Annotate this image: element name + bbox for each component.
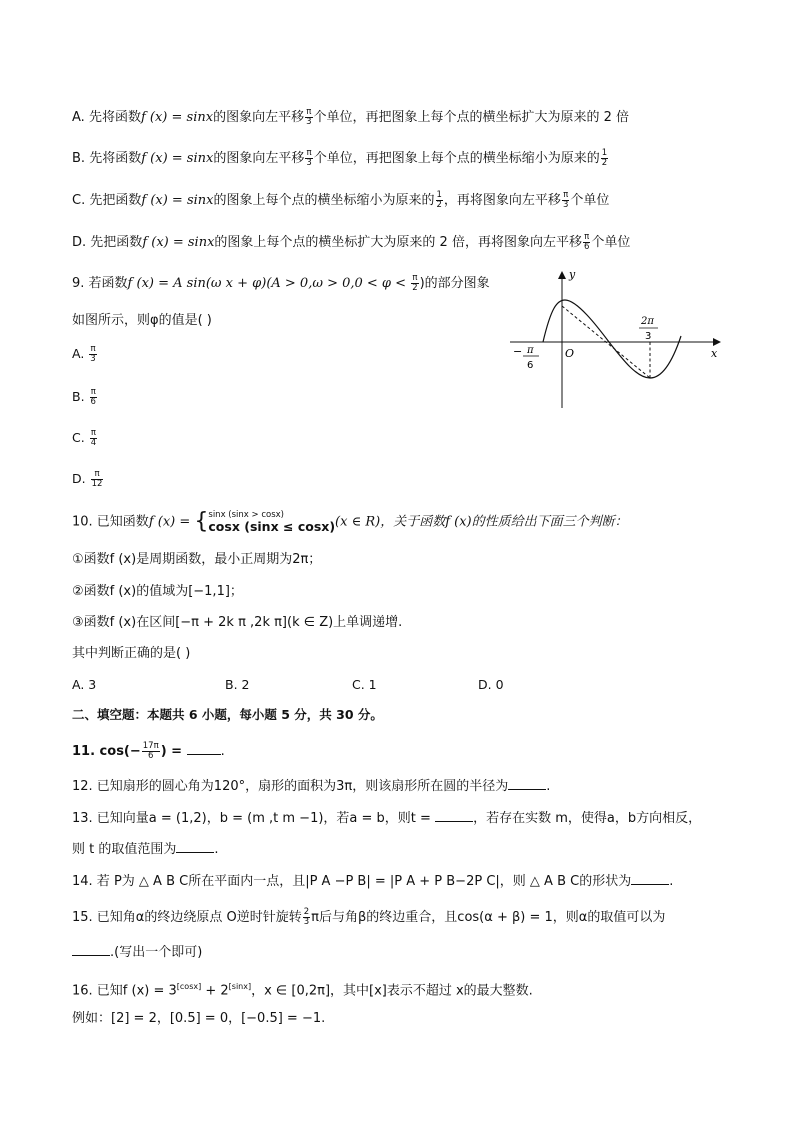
left-tick-num: π — [527, 345, 534, 356]
q9-option-a: A. $\frac{\pi}{3}$ — [72, 344, 96, 364]
sine-graph — [505, 268, 730, 413]
q15-line2: .(写出一个即可) — [72, 944, 202, 962]
answer-blank — [631, 884, 669, 885]
q15-line1: 15. 已知角α的终边绕原点 O逆时针旋转 $\frac{2}{3}$ π后与角β的终边重合，且cos(α + β) = 1，则α的取值可以为 — [72, 907, 666, 927]
x-label: x — [711, 347, 718, 360]
right-tick-num: 2π — [641, 316, 654, 327]
fraction: $\frac{\pi}{3}$ — [306, 107, 312, 127]
q10-option-a: A. 3 — [72, 677, 97, 692]
q9-option-d: D. $\frac{\pi}{12}$ — [72, 469, 103, 489]
q12: 12. 已知扇形的圆心角为120°，扇形的面积为3π，则该扇形所在圆的半径为 . — [72, 779, 551, 794]
q16-line2: 例如：[2] = 2，[0.5] = 0，[−0.5] = −1. — [72, 1011, 326, 1026]
answer-blank — [435, 821, 473, 822]
q11: 11. cos(− $\frac{17\pi}{6}$ ) = . — [72, 741, 225, 761]
answer-blank — [187, 754, 221, 755]
q10-statement-2: ②函数f (x)的值域为[−1,1]； — [72, 584, 243, 599]
answer-blank — [72, 955, 110, 956]
q13-line1: 13. 已知向量a = (1,2)，b = (m ,t m −1)，若a = b，则t = ，若存在实数 m，使得a，b方向相反， — [72, 811, 702, 826]
q9-stem: 9. 若函数f (x) = A sin(ω x + φ)(A > 0,ω > 0,0 < φ < $\frac{\pi}{2}$ )的部分图象 — [72, 273, 490, 293]
piecewise-function: { sinx (sinx > cosx) cosx (sinx ≤ cosx) — [194, 509, 336, 534]
q9-option-c: C. $\frac{\pi}{4}$ — [72, 428, 97, 448]
q8-option-c: C. 先把函数f (x) = sinx的图象上每个点的横坐标缩小为原来的 $\frac{1}{2}$ ，再将图象向左平移 $\frac{\pi}{3}$ 个单位 — [72, 190, 610, 210]
x-axis-arrow — [713, 338, 721, 346]
q10-statement-1: ①函数f (x)是周期函数，最小正周期为2π； — [72, 552, 322, 567]
fraction: $\frac{\pi}{3}$ — [562, 190, 569, 210]
q9-stem-line2: 如图所示，则φ的值是( ) — [72, 313, 212, 328]
origin-label: O — [565, 347, 575, 360]
right-tick-den: 3 — [645, 331, 652, 342]
q8-option-d: D. 先把函数f (x) = sinx的图象上每个点的横坐标扩大为原来的 2 倍，再将图象向左平移 $\frac{\pi}{6}$ 个单位 — [72, 232, 631, 252]
left-tick-prefix: − — [513, 345, 523, 358]
fraction: $\frac{\pi}{2}$ — [412, 273, 418, 293]
answer-blank — [508, 789, 546, 790]
q14: 14. 若 P为 △ A B C所在平面内一点，且|P A −P B| = |P A + P B−2P C|，则 △ A B C的形状为 . — [72, 874, 674, 889]
q10-option-d: D. 0 — [478, 677, 504, 692]
q13-line2: 则 t 的取值范围为 . — [72, 842, 219, 857]
q9-option-b: B. $\frac{\pi}{6}$ — [72, 387, 96, 407]
section-header: 二、填空题：本题共 6 小题，每小题 5 分，共 30 分。 — [72, 707, 383, 722]
fraction: $\frac{\pi}{6}$ — [583, 232, 590, 252]
q8-option-b: B. 先将函数f (x) = sinx的图象向左平移 $\frac{\pi}{3}$ 个单位，再把图象上每个点的横坐标缩小为原来的 $\frac{1}{2}$ — [72, 148, 608, 168]
q10-option-c: C. 1 — [352, 677, 377, 692]
y-label: y — [569, 268, 576, 281]
y-axis-arrow — [558, 271, 566, 279]
left-tick-den: 6 — [527, 360, 534, 371]
q10-option-b: B. 2 — [225, 677, 250, 692]
fraction: $\frac{\pi}{3}$ — [306, 148, 312, 168]
answer-blank — [176, 852, 214, 853]
q8-option-a: A. 先将函数f (x) = sinx的图象向左平移 $\frac{\pi}{3}$ 个单位，再把图象上每个点的横坐标扩大为原来的 2 倍 — [72, 107, 630, 127]
q10-stem: 10. 已知函数f (x) = { sinx (sinx > cosx) cosx (sinx ≤ cosx) (x ∈ R)，关于函数f (x)的性质给出下面三个判断： — [72, 509, 628, 534]
q16-line1: 16. 已知f (x) = 3[cosx] + 2[sinx]，x ∈ [0,2π]，其中[x]表示不超过 x的最大整数. — [72, 982, 533, 999]
sine-curve — [543, 300, 681, 378]
q10-statement-3: ③函数f (x)在区间[−π + 2k π ,2k π](k ∈ Z)上单调递增. — [72, 615, 403, 630]
fraction: $\frac{1}{2}$ — [436, 190, 442, 210]
q10-ask: 其中判断正确的是( ) — [72, 646, 191, 661]
fraction: $\frac{1}{2}$ — [601, 148, 608, 168]
